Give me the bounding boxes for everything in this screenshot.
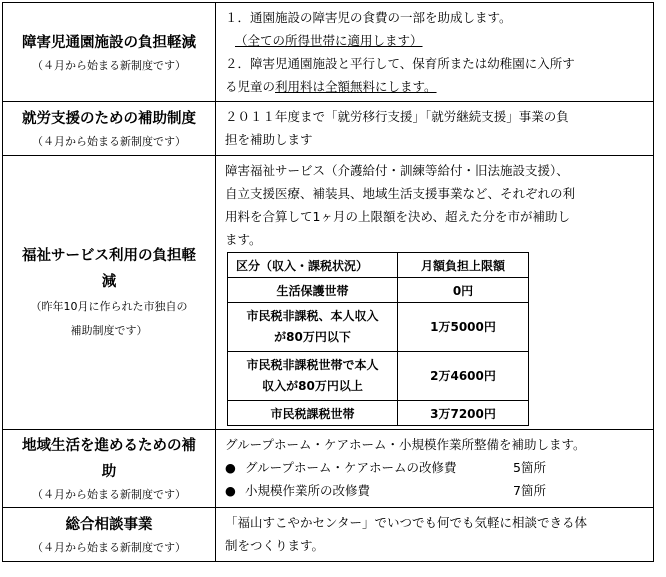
row-title-line: 福祉サービス利用の負担軽: [22, 247, 196, 264]
content-line: ます。: [225, 232, 262, 247]
row-content-cell: [216, 102, 654, 156]
content-line: １．通園施設の障害児の食費の一部を助成します。: [225, 10, 512, 25]
fee-amount: 2万4600円: [398, 352, 529, 401]
row-title-line: 地域生活を進めるための補: [22, 438, 196, 454]
fee-amount: 3万7200円: [398, 401, 529, 426]
content-line-emphasis: 利用料は全額無料にします。: [275, 79, 437, 94]
fee-category: 市民税課税世帯: [228, 401, 398, 426]
list-item-count: 5箇所: [513, 460, 546, 475]
row-heading-cell: [3, 3, 216, 102]
fee-category: [228, 352, 398, 401]
list-item-text: 小規模作業所の改修費: [245, 483, 371, 498]
row-title: 総合相談事業: [65, 517, 153, 533]
content-line: ２．障害児通園施設と平行して、保育所または幼稚園に入所す: [225, 56, 575, 71]
row-title: 就労支援のための補助制度: [22, 111, 196, 127]
table-row: [3, 102, 654, 156]
row-heading-cell: [3, 508, 216, 562]
fee-table-row: [228, 278, 529, 303]
table-row: [3, 508, 654, 562]
fee-table-row: [228, 401, 529, 426]
fee-table-row: [228, 303, 529, 352]
content-line: （全ての所得世帯に適用します）: [235, 33, 423, 48]
row-content-cell: [216, 3, 654, 102]
row-subtitle: （４月から始まる新制度です）: [32, 541, 186, 554]
table-row: [3, 430, 654, 508]
fee-category-line: 市民税非課税世帯で本人: [246, 358, 379, 372]
row-heading-cell: [3, 102, 216, 156]
content-line: 用料を合算して1ヶ月の上限額を決め、超えた分を市が補助し: [225, 209, 570, 224]
list-item-text: グループホーム・ケアホームの改修費: [245, 460, 457, 475]
row-title: 障害児通園施設の負担軽減: [22, 34, 196, 51]
content-line: 障害福祉サービス（介護給付・訓練等給付・旧法施設支援）、: [225, 163, 569, 178]
row-content-cell: [216, 508, 654, 562]
row-title-line: 減: [101, 273, 117, 290]
bullet-icon: ●: [225, 460, 236, 475]
fee-category: 生活保護世帯: [228, 278, 398, 303]
row-subtitle: （４月から始まる新制度です）: [32, 135, 186, 148]
row-title-line: 助: [101, 464, 117, 480]
content-line: 制をつくります。: [225, 538, 325, 553]
fee-table-header: [228, 253, 529, 278]
row-content-cell: [216, 430, 654, 508]
row-heading-cell: [3, 430, 216, 508]
table-row: [3, 156, 654, 430]
table-row: [3, 3, 654, 102]
list-item: [225, 456, 649, 479]
content-line: 担を補助します: [225, 132, 313, 147]
fee-header-category: 区分（収入・課税状況）: [228, 253, 398, 278]
content-line: グループホーム・ケアホーム・小規模作業所整備を補助します。: [225, 437, 586, 452]
content-line: ２０１１年度まで「就労移行支援」「就労継続支援」事業の負: [225, 109, 569, 124]
row-subtitle: （４月から始まる新制度です）: [32, 488, 186, 501]
row-content-cell: [216, 156, 654, 430]
fee-amount: 0円: [398, 278, 529, 303]
row-subtitle: （４月から始まる新制度です）: [32, 58, 186, 72]
fee-category-line: 収入が80万円以上: [262, 379, 363, 393]
content-line: る児童の: [225, 79, 276, 94]
row-subtitle-line: （昨年10月に作られた市独自の: [30, 299, 188, 313]
list-item: [225, 479, 649, 502]
fee-table-row: [228, 352, 529, 401]
bullet-icon: ●: [225, 483, 236, 498]
fee-category: [228, 303, 398, 352]
fee-limit-table: [227, 252, 529, 426]
policy-table: [2, 2, 654, 562]
fee-header-amount: 月額負担上限額: [398, 253, 529, 278]
fee-amount: 1万5000円: [398, 303, 529, 352]
fee-category-line: 市民税非課税、本人収入: [246, 309, 379, 323]
fee-category-line: が80万円以下: [274, 330, 351, 344]
row-heading-cell: [3, 156, 216, 430]
content-line: 自立支援医療、補装具、地域生活支援事業など、それぞれの利: [225, 186, 576, 201]
list-item-count: 7箇所: [513, 483, 546, 498]
row-subtitle-line: 補助制度です）: [70, 323, 148, 337]
content-line: 「福山すこやかセンター」でいつでも何でも気軽に相談できる体: [225, 515, 588, 530]
